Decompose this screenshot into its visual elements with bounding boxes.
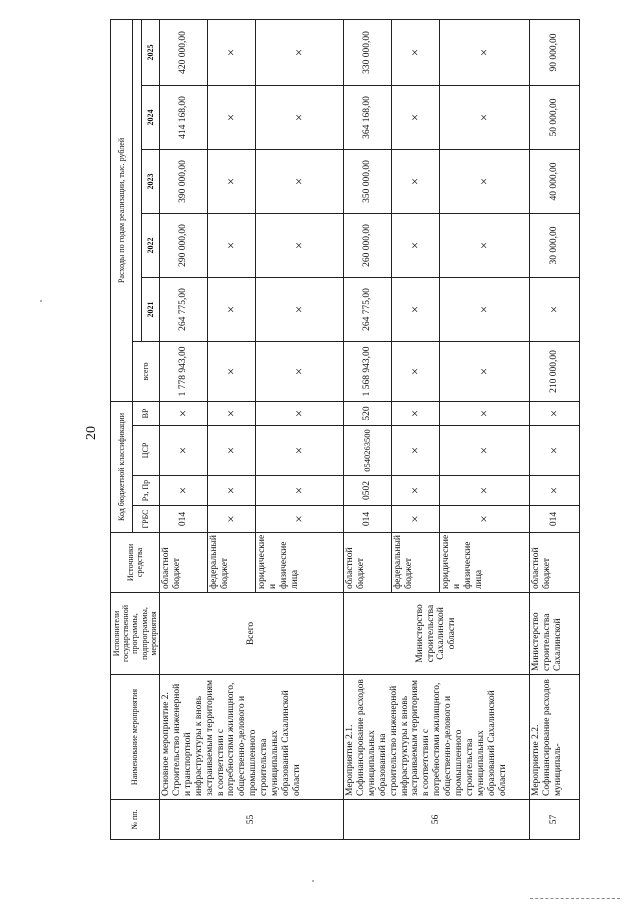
header-name: Наименование мероприятия (111, 675, 160, 800)
row-56-name: Мероприятие 2.1. Софинансирование расходов муниципальных образований на строительство инженерной инфраструктуры к вновь застраиваемым территориям в соответствии с потребностями жилищного, общественно-делового и промышленного строительства муниципальных образований Сахалинской области (343, 675, 529, 800)
row-56-rzpr-2: × (391, 476, 439, 506)
row-56-grbs-1: 014 (343, 506, 391, 533)
row-55-source-3: юридические и физические лица (255, 533, 343, 593)
row-55-2025-3: × (255, 19, 343, 85)
row-55-vr-3: × (255, 401, 343, 425)
row-56-num: 56 (343, 800, 529, 840)
row-57-2025-1: 90 000,00 (529, 19, 579, 85)
row-56-source-1: областной бюджет (343, 533, 391, 593)
row-57-2023-1: 40 000,00 (529, 149, 579, 213)
row-55-name: Основное мероприятие 2. Строительство инженерной и транспортной инфраструктуры к вновь застраиваемым территориям в соответствии с потребностями жилищного, общественно-делового и промышленного строительства муниципальных образований Сахалинской области (159, 675, 343, 800)
row-55-rzpr-1: × (159, 476, 207, 506)
header-years-spacer (133, 19, 142, 341)
header-grbs: ГРБС (133, 506, 160, 533)
row-55-source-2: федеральный бюджет (207, 533, 255, 593)
row-57-vr-1: × (529, 401, 579, 425)
row-55-total-1: 1 778 943,00 (159, 341, 207, 401)
row-56-2022-1: 260 000,00 (343, 213, 391, 277)
header-csr: ЦСР (133, 426, 160, 476)
header-year-2024: 2024 (141, 85, 159, 149)
row-55-grbs-1: 014 (159, 506, 207, 533)
row-55-2024-3: × (255, 85, 343, 149)
header-source: Источники средства (111, 533, 160, 593)
row-55-rzpr-2: × (207, 476, 255, 506)
row-57-rzpr-1: × (529, 476, 579, 506)
header-year-2023: 2023 (141, 149, 159, 213)
row-56-2023-2: × (391, 149, 439, 213)
row-55-2021-3: × (255, 277, 343, 341)
header-vr: ВР (133, 401, 160, 425)
row-55-vr-2: × (207, 401, 255, 425)
row-56-grbs-3: × (439, 506, 529, 533)
row-55-2022-3: × (255, 213, 343, 277)
row-56-grbs-2: × (391, 506, 439, 533)
header-rzpr: Рз, Пр (133, 476, 160, 506)
row-57-num: 57 (529, 800, 579, 840)
row-55-csr-3: × (255, 426, 343, 476)
budget-table-page (110, 20, 563, 840)
row-56-rzpr-1: 0502 (343, 476, 391, 506)
header-year-2025: 2025 (141, 19, 159, 85)
row-55-total-2: × (207, 341, 255, 401)
row-56-source-3: юридические и физические лица (439, 533, 529, 593)
row-55-source-1: областной бюджет (159, 533, 207, 593)
row-55-2023-2: × (207, 149, 255, 213)
row-55-rzpr-3: × (255, 476, 343, 506)
row-55-2023-3: × (255, 149, 343, 213)
scan-edge-mark (530, 898, 620, 899)
row-55-2024-2: × (207, 85, 255, 149)
row-57-total-1: 210 000,00 (529, 341, 579, 401)
row-56-2022-3: × (439, 213, 529, 277)
row-56-csr-1: 0540263500 (343, 426, 391, 476)
scan-dot (312, 880, 314, 882)
row-55-2021-1: 264 775,00 (159, 277, 207, 341)
row-56-vr-1: 520 (343, 401, 391, 425)
row-57-csr-1: × (529, 426, 579, 476)
row-55-num: 55 (159, 800, 343, 840)
row-55-2022-2: × (207, 213, 255, 277)
row-55-2024-1: 414 168,00 (159, 85, 207, 149)
row-56-csr-3: × (439, 426, 529, 476)
row-56-total-3: × (439, 341, 529, 401)
row-55-2025-1: 420 000,00 (159, 19, 207, 85)
row-56-csr-2: × (391, 426, 439, 476)
row-57-name: Мероприятие 2.2. Софинансирование расходов муниципаль- (529, 675, 579, 800)
row-56-source-2: федеральный бюджет (391, 533, 439, 593)
row-56-vr-3: × (439, 401, 529, 425)
row-56-rzpr-3: × (439, 476, 529, 506)
header-year-2022: 2022 (141, 213, 159, 277)
row-56-executor: Министерство строительства Сахалинской области (343, 593, 529, 675)
row-56-vr-2: × (391, 401, 439, 425)
row-55-2021-2: × (207, 277, 255, 341)
row-55-total-3: × (255, 341, 343, 401)
row-55-csr-2: × (207, 426, 255, 476)
row-57-source-1: областной бюджет (529, 533, 579, 593)
row-55-executor: Всего (159, 593, 343, 675)
header-kbk: Код бюджетной классификации (111, 401, 133, 532)
row-57-2022-1: 30 000,00 (529, 213, 579, 277)
page-number: 20 (84, 426, 99, 440)
row-56-2022-2: × (391, 213, 439, 277)
row-56-2023-3: × (439, 149, 529, 213)
row-57-executor: Министерство строительства Сахалинской (529, 593, 579, 675)
header-executor: Исполнители государственной программы, подпрограммы, мероприятия (111, 593, 160, 675)
row-56-2021-2: × (391, 277, 439, 341)
row-56-2021-1: 264 775,00 (343, 277, 391, 341)
row-55-grbs-2: × (207, 506, 255, 533)
row-56-total-1: 1 568 943,00 (343, 341, 391, 401)
row-55-grbs-3: × (255, 506, 343, 533)
row-56-2024-3: × (439, 85, 529, 149)
row-56-2025-3: × (439, 19, 529, 85)
header-expenses: Расходы по годам реализации, тыс. рублей (111, 19, 133, 401)
row-56-total-2: × (391, 341, 439, 401)
row-55-2025-2: × (207, 19, 255, 85)
row-55-csr-1: × (159, 426, 207, 476)
header-num: № пп. (111, 800, 160, 840)
header-total: всего (133, 341, 160, 401)
row-56-2023-1: 350 000,00 (343, 149, 391, 213)
row-56-2024-2: × (391, 85, 439, 149)
row-56-2025-1: 330 000,00 (343, 19, 391, 85)
row-56-2025-2: × (391, 19, 439, 85)
row-57-2021-1: × (529, 277, 579, 341)
row-57-grbs-1: 014 (529, 506, 579, 533)
header-year-2021: 2021 (141, 277, 159, 341)
row-55-2022-1: 290 000,00 (159, 213, 207, 277)
row-56-2024-1: 364 168,00 (343, 85, 391, 149)
scan-dot (40, 300, 42, 302)
row-55-2023-1: 390 000,00 (159, 149, 207, 213)
row-55-vr-1: × (159, 401, 207, 425)
row-57-2024-1: 50 000,00 (529, 85, 579, 149)
budget-table (110, 19, 580, 840)
row-56-2021-3: × (439, 277, 529, 341)
